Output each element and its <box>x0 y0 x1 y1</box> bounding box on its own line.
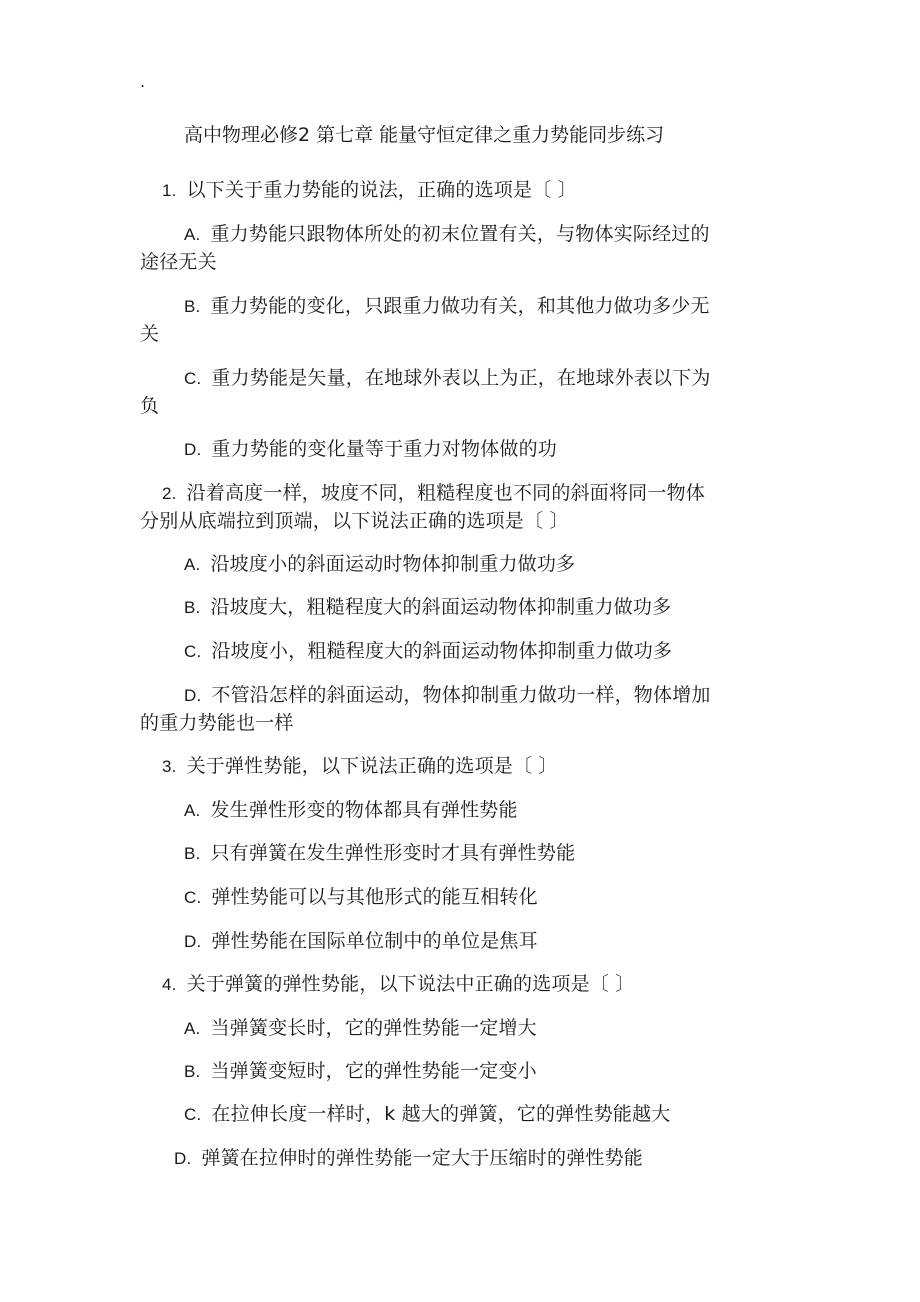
question-number: 1. <box>162 181 177 200</box>
question-3-stem <box>162 753 558 780</box>
question-4-option-d <box>174 1145 643 1172</box>
question-2-option-c <box>184 638 672 665</box>
option-label: D. <box>184 932 202 951</box>
question-4-stem <box>162 971 634 998</box>
question-1-option-a-continued: 途径无关 <box>140 251 217 273</box>
question-text: 沿着高度一样，坡度不同，粗糙程度也不同的斜面将同一物体 <box>186 482 705 504</box>
question-4-option-c <box>184 1101 670 1128</box>
question-3-option-a <box>184 797 518 824</box>
option-text: 发生弹性形变的物体都具有弹性势能 <box>210 799 518 821</box>
option-text: 沿坡度小的斜面运动时物体抑制重力做功多 <box>210 553 576 575</box>
question-1-option-c-continued: 负 <box>140 395 160 417</box>
option-text: 沿坡度小，粗糙程度大的斜面运动物体抑制重力做功多 <box>211 640 673 662</box>
option-label: B. <box>184 1062 201 1081</box>
question-text: 关于弹簧的弹性势能，以下说法中正确的选项是〔 〕 <box>186 973 635 995</box>
option-label: B. <box>184 844 201 863</box>
option-label: B. <box>184 598 201 617</box>
question-number: 4. <box>162 975 177 994</box>
option-text: 不管沿怎样的斜面运动，物体抑制重力做功一样，物体增加 <box>211 684 711 706</box>
question-1-option-a <box>184 221 710 248</box>
option-label: A. <box>184 801 201 820</box>
option-text: 只有弹簧在发生弹性形变时才具有弹性势能 <box>210 842 576 864</box>
question-2-option-d <box>184 682 711 709</box>
option-text: 弹簧在拉伸时的弹性势能一定大于压缩时的弹性势能 <box>201 1147 644 1169</box>
option-text: 当弹簧变长时，它的弹性势能一定增大 <box>210 1017 537 1039</box>
option-label: C. <box>184 642 202 661</box>
option-label: B. <box>184 297 201 316</box>
question-2-stem <box>162 480 705 507</box>
option-text: 当弹簧变短时，它的弹性势能一定变小 <box>210 1060 537 1082</box>
option-label: A. <box>184 555 201 574</box>
option-label: D. <box>184 440 202 459</box>
question-1-option-b <box>184 293 710 320</box>
option-text: 沿坡度大，粗糙程度大的斜面运动物体抑制重力做功多 <box>210 596 672 618</box>
question-3-option-d <box>184 928 538 955</box>
question-2-option-b <box>184 594 671 621</box>
question-1-stem <box>162 177 577 204</box>
option-text: 重力势能只跟物体所处的初末位置有关，与物体实际经过的 <box>210 223 710 245</box>
option-label: D. <box>174 1149 192 1168</box>
option-text: 弹性势能可以与其他形式的能互相转化 <box>211 886 538 908</box>
option-text: 弹性势能在国际单位制中的单位是焦耳 <box>211 930 538 952</box>
option-label: C. <box>184 1105 202 1124</box>
option-label: C. <box>184 369 202 388</box>
question-number: 2. <box>162 484 177 503</box>
question-2-option-d-continued: 的重力势能也一样 <box>140 712 294 734</box>
option-label: C. <box>184 888 202 907</box>
page-marker-dot: . <box>140 72 146 91</box>
option-label: D. <box>184 686 202 705</box>
question-4-option-a <box>184 1015 537 1042</box>
document-title: 高中物理必修2 第七章 能量守恒定律之重力势能同步练习 <box>184 124 665 146</box>
question-text: 关于弹性势能，以下说法正确的选项是〔 〕 <box>186 755 558 777</box>
question-2-option-a <box>184 551 575 578</box>
question-2-stem-continued: 分别从底端拉到顶端，以下说法正确的选项是〔 〕 <box>140 510 569 532</box>
option-text: 在拉伸长度一样时，k 越大的弹簧，它的弹性势能越大 <box>211 1103 671 1125</box>
option-label: A. <box>184 225 201 244</box>
option-text: 重力势能的变化量等于重力对物体做的功 <box>211 438 558 460</box>
question-1-option-d <box>184 436 557 463</box>
question-text: 以下关于重力势能的说法，正确的选项是〔 〕 <box>186 179 577 201</box>
question-3-option-b <box>184 840 575 867</box>
question-4-option-b <box>184 1058 537 1085</box>
option-label: A. <box>184 1019 201 1038</box>
option-text: 重力势能是矢量，在地球外表以上为正，在地球外表以下为 <box>211 367 711 389</box>
option-text: 重力势能的变化，只跟重力做功有关，和其他力做功多少无 <box>210 295 710 317</box>
question-1-option-c <box>184 365 711 392</box>
question-number: 3. <box>162 757 177 776</box>
question-1-option-b-continued: 关 <box>140 323 160 345</box>
question-3-option-c <box>184 884 538 911</box>
